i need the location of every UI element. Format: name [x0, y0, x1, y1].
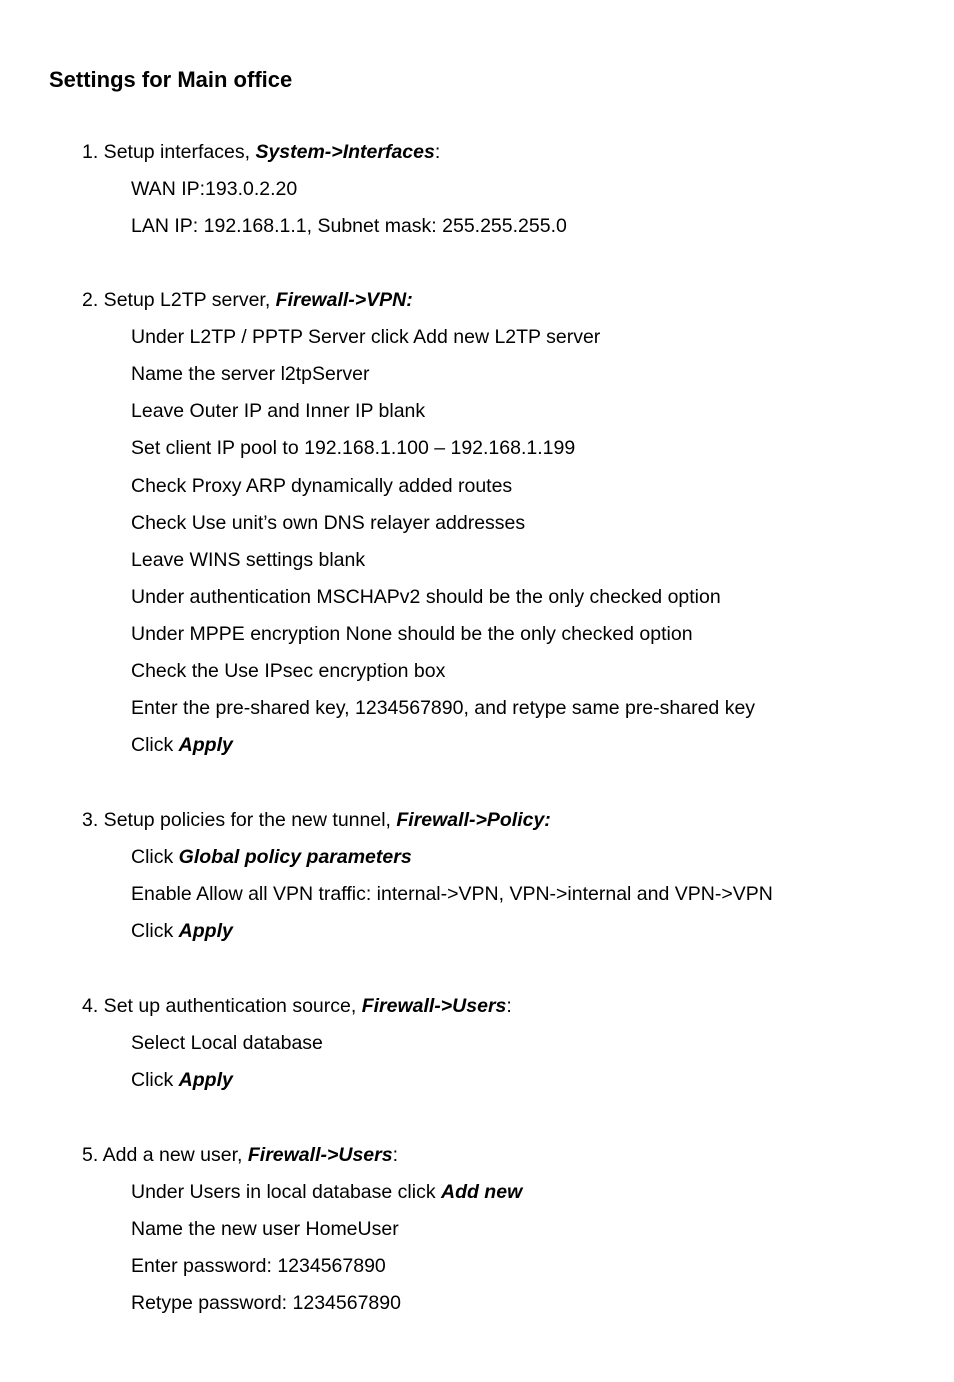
step-heading: [82, 994, 512, 1018]
menu-path: Firewall->VPN:: [275, 289, 413, 311]
step-instruction: [131, 325, 600, 349]
instruction-text: should be the only checked option: [392, 622, 693, 645]
instruction-emphasis: 1234567890: [292, 1292, 401, 1315]
instruction-text: Enter password:: [131, 1255, 278, 1278]
step-instruction: [131, 177, 297, 201]
menu-path: Firewall->Users: [247, 1144, 393, 1166]
instruction-text: , Subnet mask:: [306, 215, 443, 238]
instruction-text: Under authentication: [131, 585, 317, 608]
step-instruction: [131, 882, 773, 906]
step-number: 4.: [82, 995, 99, 1017]
instruction-emphasis: 255.255.255.0: [442, 215, 567, 238]
instruction-text: Check the: [131, 660, 225, 682]
instruction-text: Under: [131, 1181, 190, 1204]
step-instruction: [131, 733, 233, 757]
step-instruction: [131, 474, 512, 498]
instruction-text: Click: [131, 920, 179, 943]
step-number: 3.: [82, 809, 99, 831]
instruction-emphasis: Add new L2TP server: [413, 326, 601, 349]
instruction-emphasis: Use IPsec encryption: [224, 660, 409, 682]
instruction-text: , and retype same pre-shared key: [463, 697, 756, 720]
page-title: Settings for Main office: [49, 67, 293, 92]
step-instruction: [131, 548, 365, 572]
instruction-text: Under MPPE encryption: [131, 622, 346, 645]
instruction-text: LAN IP:: [131, 215, 204, 238]
instruction-text: Click: [131, 734, 179, 757]
step-instruction: [131, 1180, 522, 1204]
instruction-text: Select: [131, 1032, 191, 1055]
instruction-emphasis: Use unit’s own DNS relayer addresses: [191, 511, 526, 534]
instruction-text: Check: [131, 474, 192, 497]
instruction-emphasis: l2tpServer: [280, 363, 370, 386]
instruction-emphasis: Proxy ARP dynamically added routes: [191, 474, 513, 497]
step-instruction: [131, 362, 369, 386]
instruction-emphasis: 192.168.1.100 – 192.168.1.199: [304, 437, 576, 460]
instruction-emphasis: Apply: [178, 1069, 233, 1092]
instruction-text: Under L2TP / PPTP Server click: [131, 326, 414, 349]
instruction-text: Leave Outer IP and Inner IP blank: [131, 400, 426, 423]
step-heading: [82, 808, 551, 832]
instruction-emphasis: Global policy parameters: [178, 846, 412, 869]
instruction-text: Name the new user: [131, 1218, 306, 1241]
step-suffix: :: [506, 995, 512, 1017]
instruction-text: Enter the pre-shared key,: [131, 697, 356, 720]
step-text: Setup policies for the new tunnel,: [98, 809, 397, 831]
step-instruction: [131, 845, 412, 869]
step-suffix: :: [434, 141, 441, 163]
step-text: Setup L2TP server,: [98, 289, 276, 311]
instruction-text: Click: [131, 1069, 179, 1092]
menu-path: Firewall->Users: [361, 995, 507, 1017]
menu-path: Firewall->Policy:: [396, 809, 551, 831]
step-instruction: [131, 1068, 233, 1092]
instruction-text: Leave WINS settings blank: [131, 548, 366, 571]
instruction-emphasis: Apply: [178, 920, 233, 943]
step-instruction: [131, 436, 575, 460]
step-text: Add a new user,: [98, 1144, 248, 1166]
step-instruction: [131, 399, 425, 423]
step-instruction: [131, 585, 721, 609]
instruction-emphasis: Apply: [178, 734, 233, 757]
instruction-emphasis: Local database: [190, 1032, 323, 1055]
step-instruction: [131, 214, 567, 238]
step-heading: [82, 288, 413, 312]
instruction-text: WAN IP:: [131, 178, 206, 201]
instruction-emphasis: Users in local database: [189, 1181, 393, 1204]
step-instruction: [131, 1217, 399, 1241]
step-number: 2.: [82, 289, 99, 311]
instruction-emphasis: None: [345, 622, 393, 645]
instruction-text: should be the only checked option: [420, 585, 721, 608]
step-instruction: [131, 1254, 386, 1278]
instruction-emphasis: HomeUser: [305, 1218, 399, 1241]
step-suffix: :: [392, 1144, 398, 1166]
step-text: Setup interfaces,: [98, 141, 256, 163]
instruction-emphasis: 192.168.1.1: [203, 215, 307, 238]
step-text: Set up authentication source,: [98, 995, 362, 1017]
step-instruction: [131, 1291, 401, 1315]
instruction-text: box: [408, 660, 446, 682]
instruction-text: click: [392, 1181, 441, 1204]
instruction-text: Click: [131, 846, 179, 869]
instruction-emphasis: Add new: [440, 1181, 523, 1204]
instruction-emphasis: 193.0.2.20: [205, 178, 298, 201]
instruction-text: Check: [131, 511, 192, 534]
step-instruction: [131, 511, 525, 535]
step-instruction: [131, 696, 755, 720]
step-instruction: [131, 919, 233, 943]
instruction-emphasis: MSCHAPv2: [316, 585, 421, 608]
step-heading: [82, 1143, 398, 1167]
instruction-emphasis: 1234567890: [277, 1255, 386, 1278]
instruction-text: Enable: [131, 883, 197, 906]
menu-path: System->Interfaces: [255, 141, 435, 163]
instruction-text: Set client IP pool to: [131, 437, 305, 460]
instruction-text: Name the server: [131, 363, 281, 386]
step-instruction: [131, 622, 693, 646]
step-instruction: [131, 659, 445, 683]
instruction-emphasis: 1234567890: [355, 697, 464, 720]
step-instruction: [131, 1031, 323, 1055]
step-heading: [82, 140, 440, 164]
step-number: 1.: [82, 141, 99, 163]
instruction-text: Retype password:: [131, 1292, 293, 1315]
step-number: 5.: [82, 1144, 99, 1166]
instruction-emphasis: Allow all VPN traffic: internal->VPN, VPN->internal and VPN->VPN: [196, 883, 773, 906]
